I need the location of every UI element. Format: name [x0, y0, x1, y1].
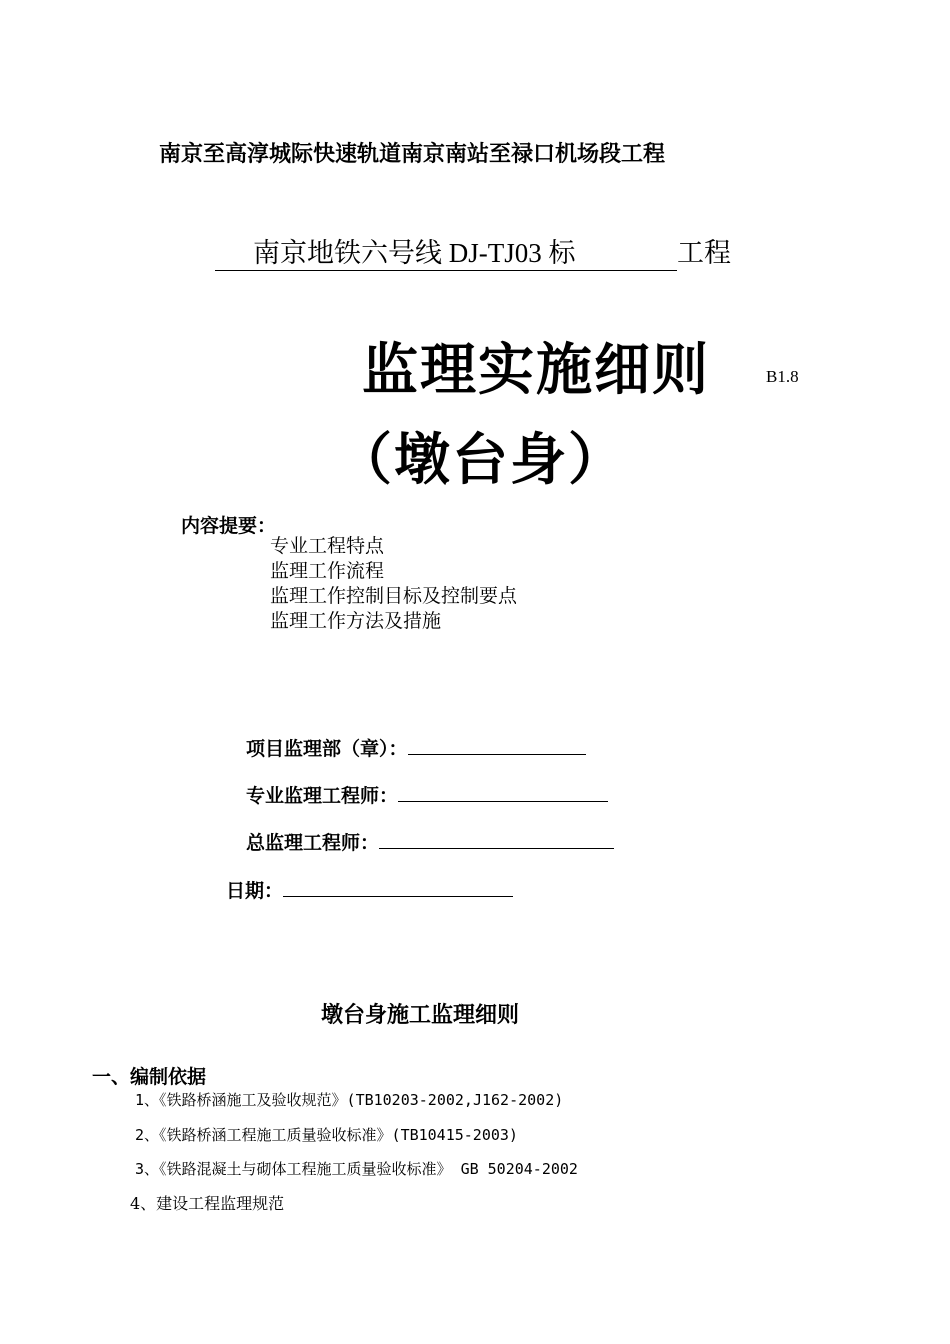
reference-item: 2、《铁路桥涵工程施工质量验收标准》(TB10415-2003): [135, 1126, 518, 1144]
subproject-suffix: 工程: [677, 238, 731, 268]
reference-item: 1、《铁路桥涵施工及验收规范》(TB10203-2002,J162-2002): [135, 1091, 564, 1109]
subproject-line: [215, 231, 731, 271]
summary-item: 监理工作控制目标及控制要点: [270, 585, 518, 607]
section-heading: 一、编制依据: [92, 1066, 207, 1088]
date-label: 日期：: [226, 880, 284, 902]
dept-blank[interactable]: [408, 753, 586, 755]
summary-list: [270, 534, 517, 634]
engineer-label: 专业监理工程师：: [246, 785, 399, 807]
project-title: 南京至高淳城际快速轨道南京南站至禄口机场段工程: [159, 142, 666, 167]
doc-title: 墩台身施工监理细则: [321, 1003, 520, 1028]
signature-date: [226, 876, 513, 903]
form-code: B1.8: [766, 367, 799, 386]
signature-engineer: [246, 781, 608, 808]
chief-blank[interactable]: [379, 847, 614, 849]
sub-title: （墩台身）: [336, 428, 626, 493]
reference-item: 4、建设工程监理规范: [130, 1194, 285, 1213]
subproject-underlined: [215, 236, 677, 271]
engineer-blank[interactable]: [398, 800, 608, 802]
signature-chief: [246, 828, 614, 855]
main-title: 监理实施细则: [362, 338, 710, 403]
signature-dept: [246, 734, 586, 761]
chief-label: 总监理工程师：: [246, 832, 380, 854]
summary-label: 内容提要：: [181, 515, 277, 537]
dept-label: 项目监理部（章）：: [246, 738, 408, 760]
reference-item: 3、《铁路混凝土与砌体工程施工质量验收标准》 GB 50204-2002: [135, 1160, 578, 1178]
date-blank[interactable]: [283, 895, 513, 897]
summary-item: 监理工作流程: [270, 560, 385, 582]
summary-item: 监理工作方法及措施: [270, 610, 442, 632]
subproject-name: 南京地铁六号线 DJ-TJ03 标: [253, 238, 576, 268]
summary-item: 专业工程特点: [270, 535, 385, 557]
